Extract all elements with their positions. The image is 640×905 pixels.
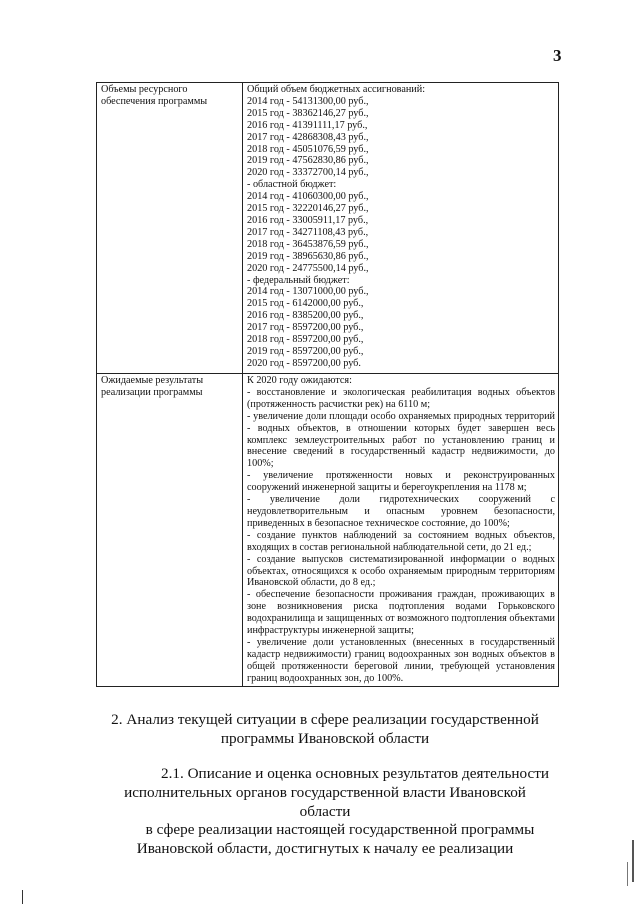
section-2-1-heading-line: в сфере реализации настоящей государственной программы — [145, 821, 535, 839]
result-item: - увеличение доли площади особо охраняемых природных территорий - водных объектов, в отношении которых будет завершен весь комплекс землеустроительных работ по установлению границ и внесение сведений в государственный кадастр недвижимости, до 100%; — [247, 410, 555, 470]
expected-results — [243, 374, 559, 687]
funding-line: 2016 год - 33005911,17 руб., — [247, 214, 369, 226]
funding-line: 2020 год - 24775500,14 руб., — [247, 262, 369, 274]
funding-line: - федеральный бюджет: — [247, 274, 350, 286]
funding-line: 2020 год - 8597200,00 руб. — [247, 357, 361, 369]
table-row-funding — [97, 83, 559, 374]
funding-line: 2020 год - 33372700,14 руб., — [247, 167, 369, 179]
funding-line: 2015 год - 38362146,27 руб., — [247, 107, 369, 119]
result-item: - увеличение протяженности новых и реконструированных сооружений инженерной защиты и берегоукрепления на 1178 м; — [247, 470, 555, 494]
row-label-funding: Объемы ресурсного обеспечения программы — [97, 83, 243, 374]
funding-values — [243, 83, 559, 374]
result-item: - увеличение доли гидротехнических сооружений с неудовлетворительным и опасным уровнем безопасности, приведенных в безопасное техническое состояние, до 100%; — [247, 494, 555, 529]
section-2-1-heading — [100, 765, 550, 859]
result-item: - восстановление и экологическая реабилитация водных объектов (протяженность расчистки рек) на 6110 м; — [247, 386, 555, 410]
funding-line: 2018 год - 36453876,59 руб., — [247, 238, 369, 250]
funding-line: 2014 год - 41060300,00 руб., — [247, 191, 369, 203]
section-2-1-heading-line: исполнительных органов государственной власти Ивановской области — [124, 783, 526, 820]
result-item: - создание выпусков систематизированной информации о водных объектах, относящихся к особо охраняемым природным территориям Ивановской области, до 8 ед.; — [247, 553, 555, 589]
funding-line: 2016 год - 41391111,17 руб., — [247, 119, 368, 131]
funding-line: 2017 год - 8597200,00 руб., — [247, 322, 364, 334]
funding-line: 2018 год - 45051076,59 руб., — [247, 143, 369, 155]
section-2-1-heading-line: 2.1. Описание и оценка основных результатов деятельности — [161, 765, 549, 782]
funding-line: Общий объем бюджетных ассигнований: — [247, 84, 426, 95]
section-2-heading-line: 2. Анализ текущей ситуации в сфере реализации государственной — [111, 711, 539, 728]
result-item: - увеличение доли установленных (внесенных в государственный кадастр недвижимости) границ водоохранных зон водных объектов в общей протяженности береговой линии, требующей установления границ водоохранных зон, до 100%. — [247, 636, 555, 684]
funding-line: 2014 год - 54131300,00 руб., — [247, 95, 369, 107]
funding-line: 2019 год - 38965630,86 руб., — [247, 250, 369, 262]
program-passport-table — [96, 82, 559, 687]
funding-line: 2018 год - 8597200,00 руб., — [247, 334, 364, 346]
scan-artifact-mark — [627, 862, 628, 886]
funding-line: 2017 год - 42868308,43 руб., — [247, 131, 369, 143]
funding-line: - областной бюджет: — [247, 179, 337, 191]
section-2-1-heading-line: Ивановской области, достигнутых к началу ее реализации — [136, 840, 514, 858]
funding-line: 2017 год - 34271108,43 руб., — [247, 226, 369, 238]
section-2-heading-line: программы Ивановской области — [220, 729, 430, 747]
funding-line: 2019 год - 8597200,00 руб., — [247, 345, 364, 357]
funding-line: 2015 год - 6142000,00 руб., — [247, 298, 364, 310]
scan-artifact-mark — [632, 840, 634, 882]
expected-results-intro: К 2020 году ожидаются: — [247, 375, 352, 386]
row-label-expected-results: Ожидаемые результаты реализации программы — [97, 374, 243, 687]
page-number: 3 — [553, 46, 562, 65]
section-2-heading — [110, 711, 540, 748]
funding-line: 2015 год - 32220146,27 руб., — [247, 203, 369, 215]
table-row-expected-results — [97, 374, 559, 687]
funding-line: 2019 год - 47562830,86 руб., — [247, 155, 369, 167]
scan-artifact-mark — [22, 890, 23, 904]
result-item: - обеспечение безопасности проживания граждан, проживающих в зоне возникновения риска подтопления водами Горьковского водохранилища и защищенных от возможного подтопления объектами инфраструктуры инженерной защиты; — [247, 589, 555, 637]
funding-line: 2016 год - 8385200,00 руб., — [247, 310, 364, 322]
result-item: - создание пунктов наблюдений за состоянием водных объектов, входящих в состав региональной наблюдательной сети, до 21 ед.; — [247, 529, 555, 553]
funding-line: 2014 год - 13071000,00 руб., — [247, 286, 369, 298]
